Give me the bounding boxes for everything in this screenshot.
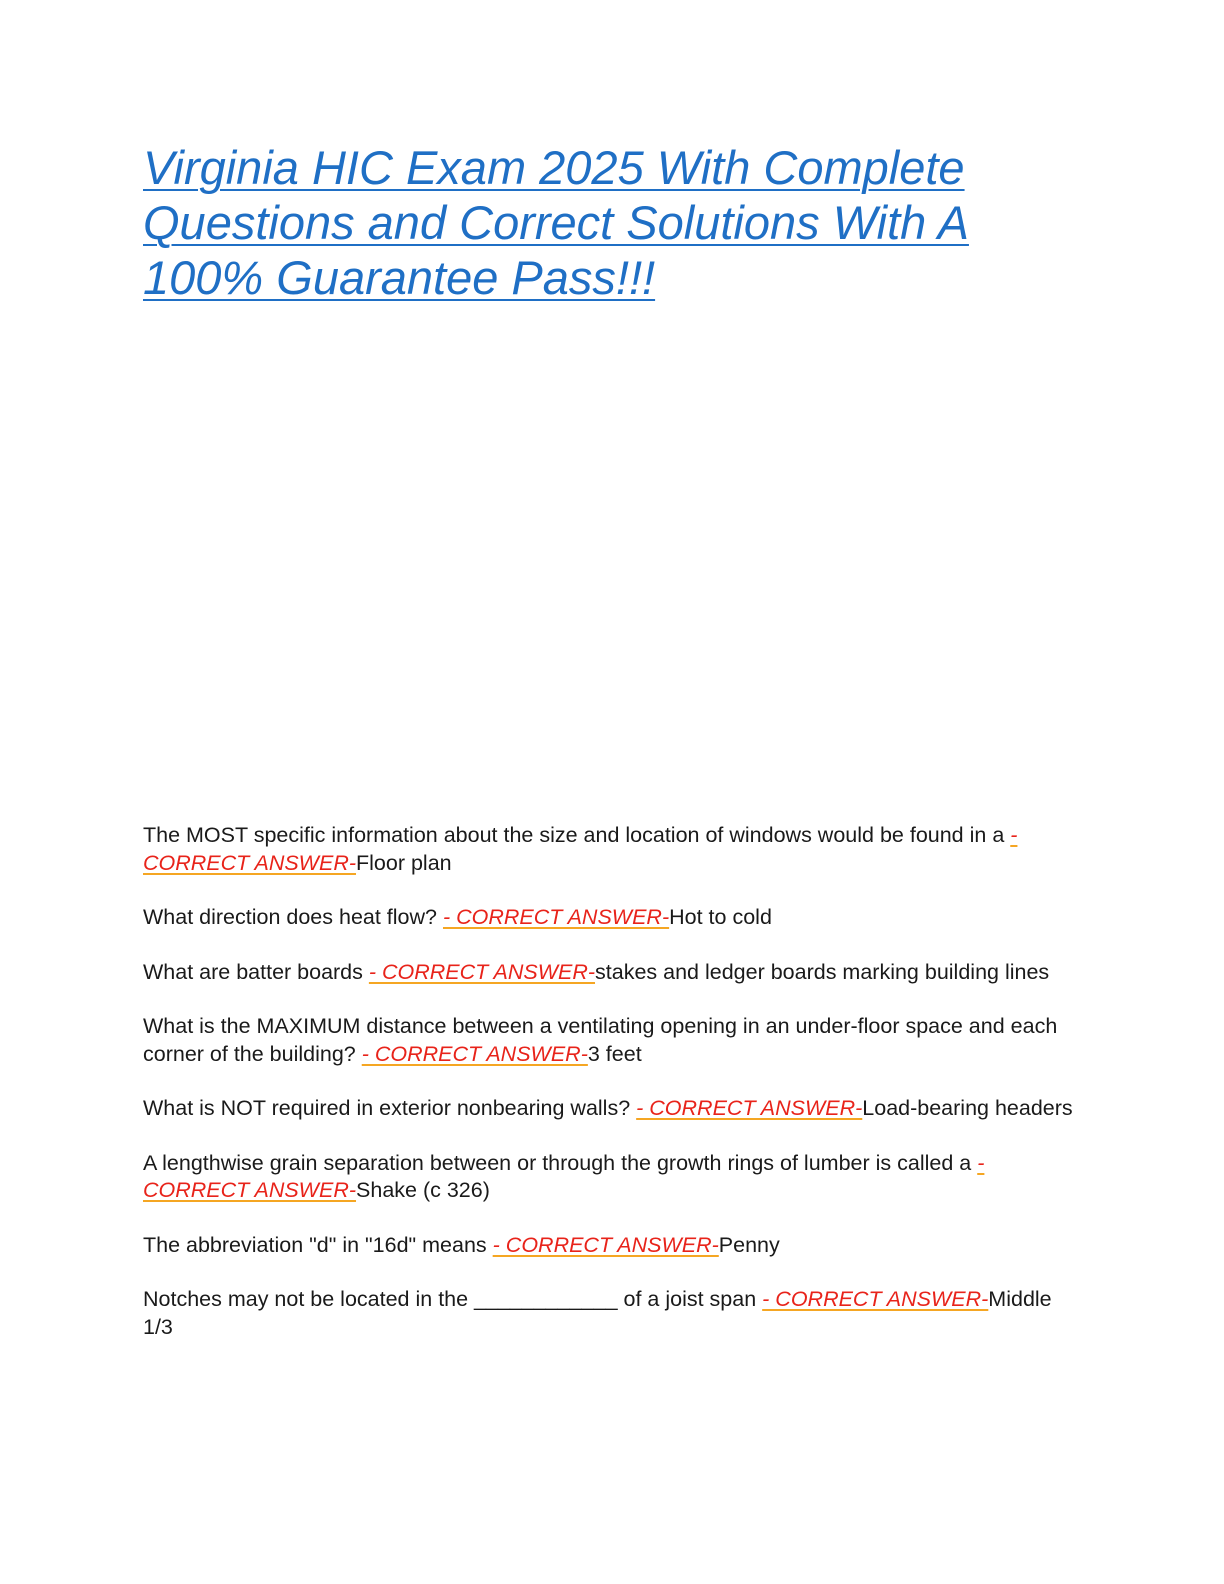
correct-answer-marker: - CORRECT ANSWER- [762, 1287, 989, 1311]
correct-answer-marker: - CORRECT ANSWER- [492, 1232, 719, 1257]
correct-answer-marker: - CORRECT ANSWER- [636, 1096, 863, 1120]
question-text: What are batter boards [143, 959, 369, 984]
answer-text: stakes and ledger boards marking building lines [595, 959, 1050, 984]
qa-item-3 [143, 959, 1078, 987]
qa-item-2 [143, 904, 1078, 932]
correct-answer-marker: - CORRECT ANSWER- [442, 905, 670, 929]
question-text: Notches may not be located in the ____________ of a joist span [143, 1287, 763, 1311]
question-text: The MOST specific information about the size and location of windows would be found in a [143, 823, 1011, 847]
question-text: The abbreviation "d" in "16d" means [143, 1232, 493, 1257]
answer-text: Load-bearing headers [862, 1096, 1073, 1120]
correct-answer-marker: - CORRECT ANSWER- [361, 1041, 588, 1066]
qa-item-4 [143, 1013, 1078, 1068]
answer-text: Shake (c 326) [356, 1178, 490, 1202]
qa-item-6 [143, 1150, 1078, 1205]
answer-text: Penny [718, 1232, 780, 1257]
qa-item-1 [143, 822, 1078, 877]
question-text: What is NOT required in exterior nonbearing walls? [143, 1096, 637, 1120]
question-text: A lengthwise grain separation between or through the growth rings of lumber is called a [143, 1150, 978, 1175]
document-title: Virginia HIC Exam 2025 With Complete Questions and Correct Solutions With A 100% Guarantee Pass!!! [143, 141, 969, 304]
qa-item-7 [143, 1232, 1078, 1260]
correct-answer-marker: - CORRECT ANSWER- [143, 1150, 985, 1202]
question-text: What direction does heat flow? [143, 905, 443, 929]
answer-text: Hot to cold [669, 905, 772, 929]
correct-answer-marker: - CORRECT ANSWER- [143, 823, 1018, 875]
question-text: What is the MAXIMUM distance between a ventilating opening in an under-floor space and each corner of the building? [143, 1014, 1058, 1066]
correct-answer-marker: - CORRECT ANSWER- [368, 959, 596, 984]
answer-text: 3 feet [587, 1041, 642, 1066]
answer-text: Floor plan [356, 850, 452, 875]
answer-text: Middle 1/3 [143, 1287, 1052, 1339]
qa-item-8 [143, 1286, 1078, 1341]
qa-item-5 [143, 1095, 1078, 1123]
qa-list [143, 822, 1078, 1368]
